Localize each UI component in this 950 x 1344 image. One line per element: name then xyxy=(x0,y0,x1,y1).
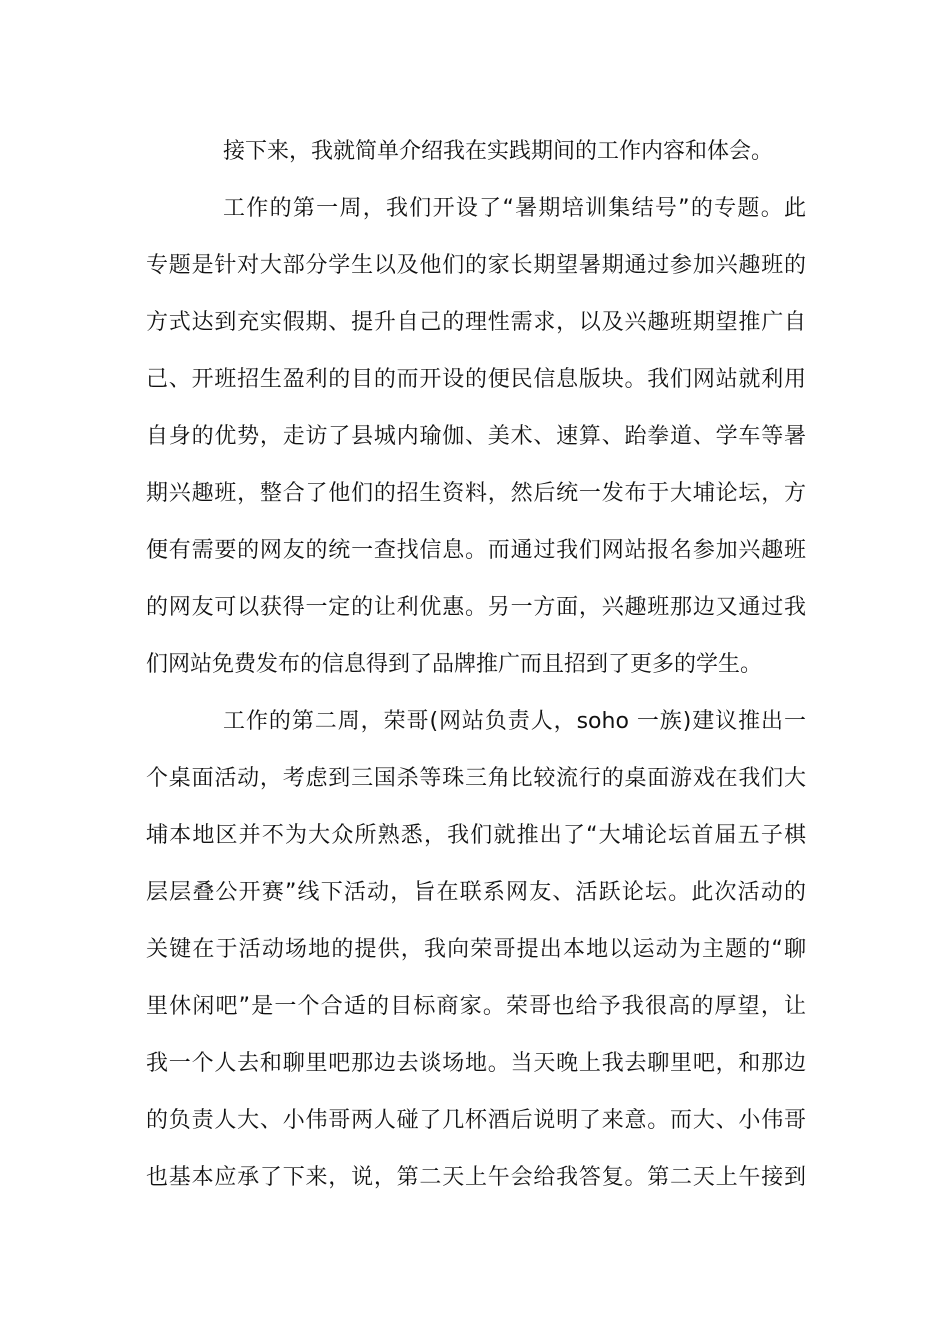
paragraph-3-line-8: 的负责人大、小伟哥两人碰了几杯酒后说明了来意。而大、小伟哥 xyxy=(146,1108,806,1133)
paragraph-2-line-9: 们网站免费发布的信息得到了品牌推广而且招到了更多的学生。 xyxy=(146,652,763,677)
paragraph-3-line-1: 工作的第二周，荣哥(网站负责人，soho 一族)建议推出一 xyxy=(223,709,806,734)
paragraph-2-line-7: 便有需要的网友的统一查找信息。而通过我们网站报名参加兴趣班 xyxy=(146,538,806,563)
paragraph-3-line-4: 层层叠公开赛”线下活动，旨在联系网友、活跃论坛。此次活动的 xyxy=(146,880,806,905)
paragraph-2-line-1: 工作的第一周，我们开设了“暑期培训集结号”的专题。此 xyxy=(223,196,806,221)
paragraph-3-line-7: 我一个人去和聊里吧那边去谈场地。当天晚上我去聊里吧，和那边 xyxy=(146,1051,806,1076)
paragraph-3-line-5: 关键在于活动场地的提供，我向荣哥提出本地以运动为主题的“聊 xyxy=(146,937,806,962)
paragraph-3-line-9: 也基本应承了下来，说，第二天上午会给我答复。第二天上午接到 xyxy=(146,1165,806,1190)
paragraph-3-line-6: 里休闲吧”是一个合适的目标商家。荣哥也给予我很高的厚望，让 xyxy=(146,994,806,1019)
paragraph-2-line-6: 期兴趣班，整合了他们的招生资料，然后统一发布于大埔论坛，方 xyxy=(146,481,806,506)
paragraph-2-line-5: 自身的优势，走访了县城内瑜伽、美术、速算、跆拳道、学车等暑 xyxy=(146,424,806,449)
paragraph-1-line-1: 接下来，我就简单介绍我在实践期间的工作内容和体会。 xyxy=(223,139,774,164)
paragraph-3-line-2: 个桌面活动，考虑到三国杀等珠三角比较流行的桌面游戏在我们大 xyxy=(146,766,806,791)
paragraph-2-line-4: 己、开班招生盈利的目的而开设的便民信息版块。我们网站就利用 xyxy=(146,367,806,392)
paragraph-2-line-3: 方式达到充实假期、提升自己的理性需求，以及兴趣班期望推广自 xyxy=(146,310,806,335)
paragraph-2-line-2: 专题是针对大部分学生以及他们的家长期望暑期通过参加兴趣班的 xyxy=(146,253,806,278)
paragraph-3-line-3: 埔本地区并不为大众所熟悉，我们就推出了“大埔论坛首届五子棋 xyxy=(146,823,806,848)
paragraph-2-line-8: 的网友可以获得一定的让利优惠。另一方面，兴趣班那边又通过我 xyxy=(146,595,806,620)
